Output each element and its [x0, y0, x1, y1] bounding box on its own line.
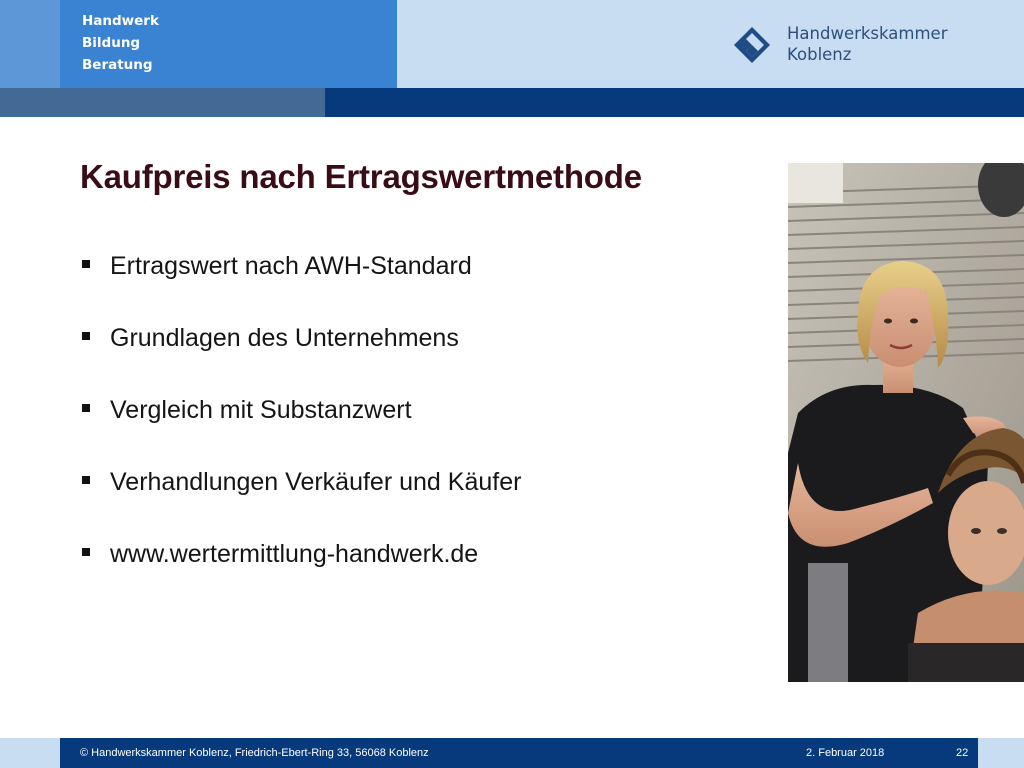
bullet-text: Verhandlungen Verkäufer und Käufer: [110, 468, 522, 496]
photo-illustration: [788, 163, 1024, 682]
slide-title: Kaufpreis nach Ertragswertmethode: [80, 158, 642, 195]
hairdresser-photo: [788, 163, 1024, 682]
square-bullet-icon: [82, 332, 90, 340]
footer-copyright: © Handwerkskammer Koblenz, Friedrich-Ebert-Ring 33, 56068 Koblenz: [80, 747, 429, 759]
bullet-text: Grundlagen des Unternehmens: [110, 324, 459, 352]
header-tab-text: [82, 10, 159, 76]
header-line-handwerk: Handwerk: [82, 13, 159, 29]
header-band-right: [325, 88, 1024, 117]
square-bullet-icon: [82, 404, 90, 412]
logo-line-2: Koblenz: [787, 45, 852, 64]
footer-date: 2. Februar 2018: [806, 747, 885, 759]
handwerkskammer-logo-icon: [733, 26, 771, 64]
header-band-left: [0, 88, 325, 117]
header-line-beratung: Beratung: [82, 57, 153, 73]
bullet-text: Ertragswert nach AWH-Standard: [110, 252, 472, 280]
logo-line-1: Handwerkskammer: [787, 24, 948, 43]
bullet-text: Vergleich mit Substanzwert: [110, 396, 412, 424]
footer-left-strip: [0, 738, 60, 768]
square-bullet-icon: [82, 548, 90, 556]
square-bullet-icon: [82, 476, 90, 484]
footer-page-number: 22: [956, 747, 969, 759]
logo-text: [787, 23, 948, 65]
footer-end-strip: [978, 738, 1024, 768]
header-line-bildung: Bildung: [82, 35, 141, 51]
square-bullet-icon: [82, 260, 90, 268]
header-left-block: [0, 0, 60, 88]
bullet-text: www.wertermittlung-handwerk.de: [110, 540, 479, 568]
